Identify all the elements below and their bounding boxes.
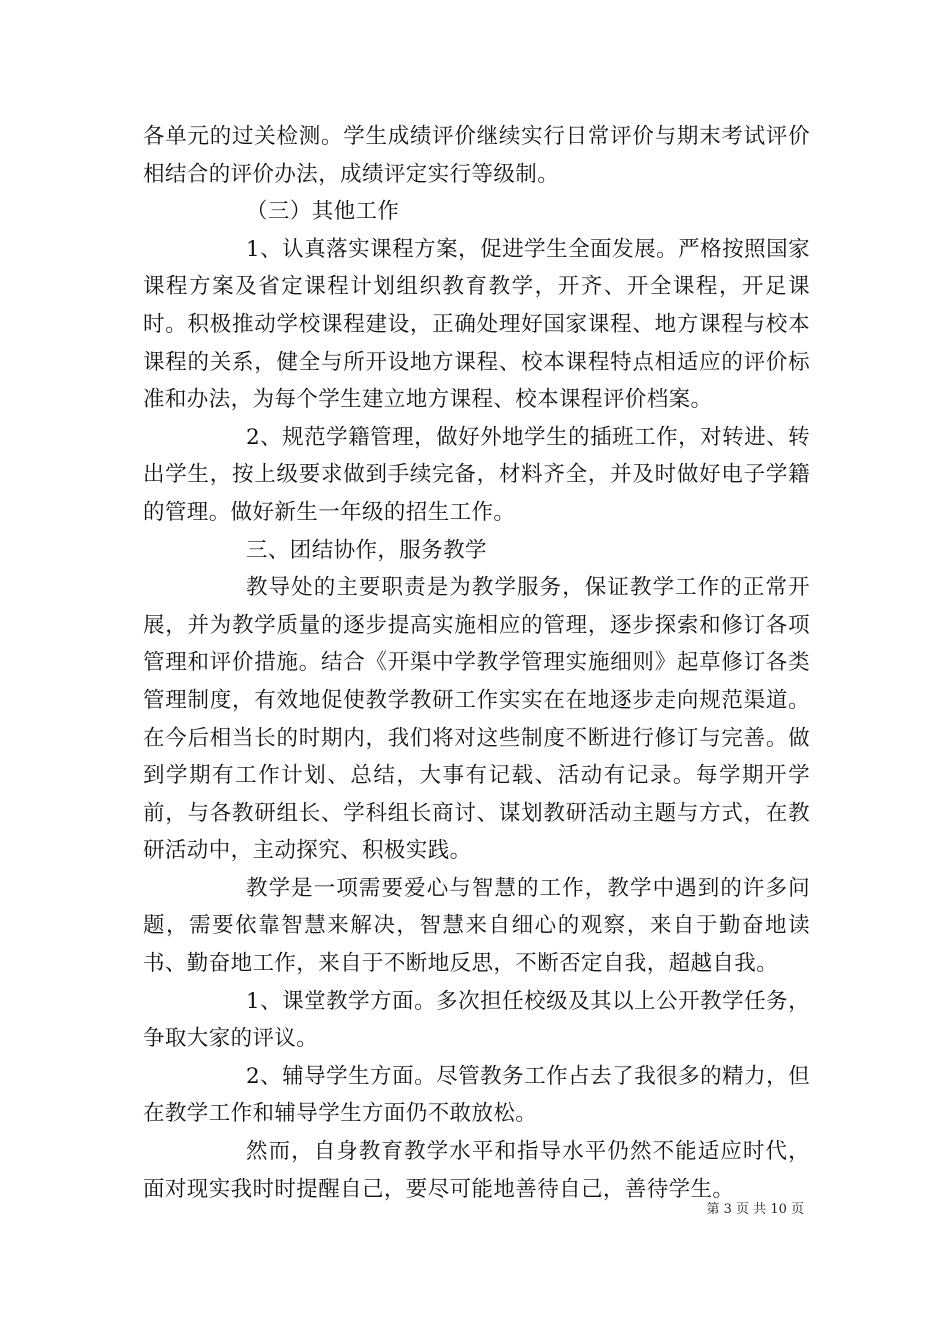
paragraph-classroom-teaching: 1、课堂教学方面。多次担任校级及其以上公开教学任务，争取大家的评议。 — [143, 988, 810, 1052]
heading-other-work: （三）其他工作 — [246, 199, 400, 225]
paragraph-office-duties: 教导处的主要职责是为教学服务，保证教学工作的正常开展，并为教学质量的逐步提高实施相应的管理，逐步探索和修订各项管理和评价措施。结合《开渠中学教学管理实施细则》起草修订各类管理制度，有效地促使教学教研工作实实在在地逐步走向规范渠道。在今后相当长的时期内，我们将对这些制度不断进行修订与完善。做到学期有工作计划、总结，大事有记载、活动有记录。每学期开学前，与各教研组长、学科组长商讨、谋划教研活动主题与方式，在教研活动中，主动探究、积极实践。 — [143, 575, 810, 864]
paragraph-self-reflection: 然而，自身教育教学水平和指导水平仍然不能适应时代，面对现实我时时提醒自己，要尽可能地善待自己，善待学生。 — [143, 1139, 810, 1202]
document-body — [143, 118, 810, 1208]
paragraph-student-records: 2、规范学籍管理，做好外地学生的插班工作，对转进、转出学生，按上级要求做到手续完备，材料齐全，并及时做好电子学籍的管理。做好新生一年级的招生工作。 — [143, 424, 810, 525]
heading-unity-cooperation: 三、团结协作，服务教学 — [246, 537, 487, 563]
paragraph-student-tutoring: 2、辅导学生方面。尽管教务工作占去了我很多的精力，但在教学工作和辅导学生方面仍不敢放松。 — [143, 1063, 810, 1127]
page-number: 第 3 页 共 10 页 — [706, 1202, 804, 1217]
paragraph-unit-assessment: 各单元的过关检测。学生成绩评价继续实行日常评价与期末考试评价相结合的评价办法，成绩评定实行等级制。 — [143, 124, 810, 187]
paragraph-curriculum: 1、认真落实课程方案，促进学生全面发展。严格按照国家课程方案及省定课程计划组织教育教学，开齐、开全课程，开足课时。积极推动学校课程建设，正确处理好国家课程、地方课程与校本课程的关系，健全与所开设地方课程、校本课程特点相适应的评价标准和办法，为每个学生建立地方课程、校本课程评价档案。 — [143, 236, 810, 413]
paragraph-teaching-wisdom: 教学是一项需要爱心与智慧的工作，教学中遇到的许多问题，需要依靠智慧来解决，智慧来自细心的观察，来自于勤奋地读书、勤奋地工作，来自于不断地反思，不断否定自我，超越自我。 — [143, 875, 810, 977]
